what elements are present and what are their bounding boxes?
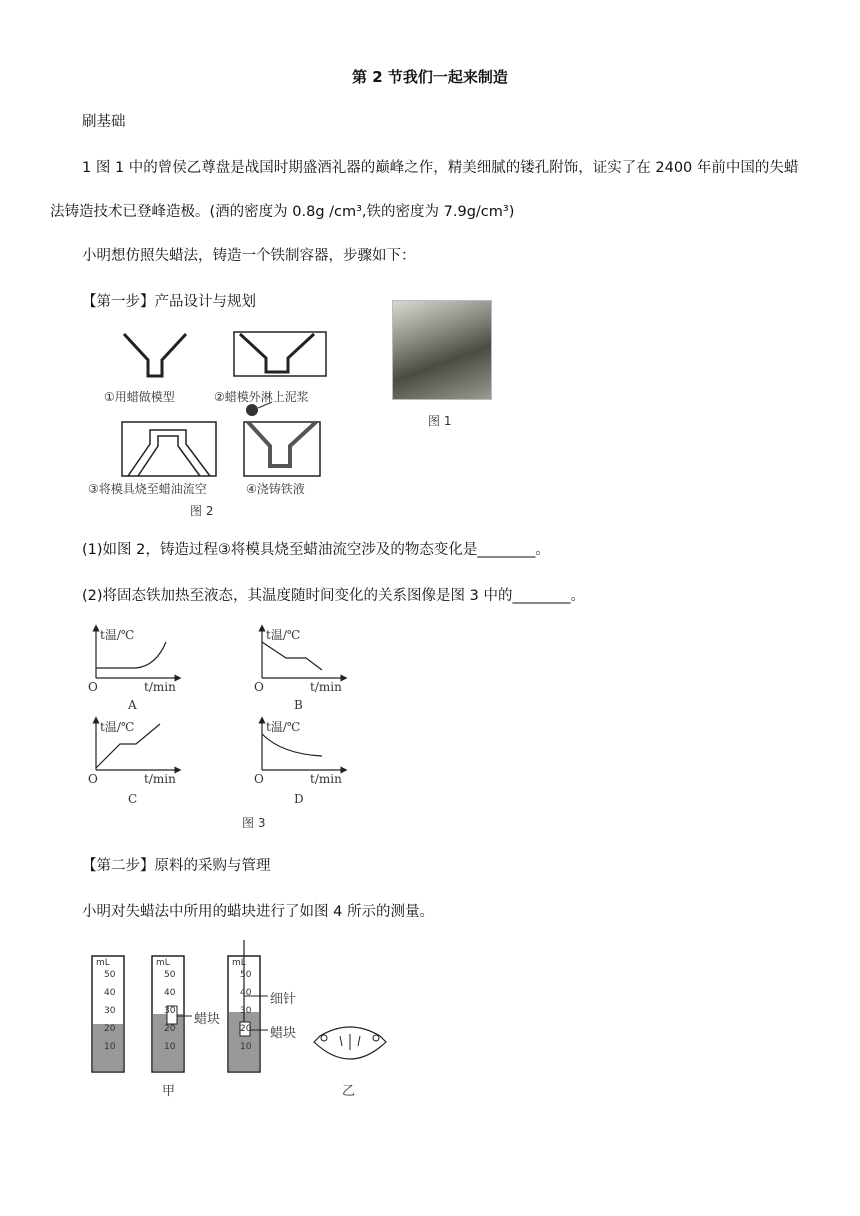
- fig3-xlabel-B: t/min: [310, 680, 342, 694]
- fig3-origin-D: O: [254, 772, 264, 786]
- section-label: 刷基础: [82, 114, 126, 130]
- fig3-panel-label-D: D: [294, 792, 304, 806]
- fig3-panel-label-B: B: [294, 698, 303, 712]
- fig4-scale: [314, 1027, 386, 1059]
- fig2-caption-2: ②蜡模外淋上泥浆: [214, 390, 309, 404]
- fig4-caption-left: 甲: [162, 1084, 176, 1099]
- step2-heading: 【第二步】原料的采购与管理: [82, 858, 271, 874]
- question-1: (1)如图 2，铸造过程③将模具烧至蜡油流空涉及的物态变化是________。: [82, 542, 550, 558]
- fig2-caption-1: ①用蜡做模型: [104, 390, 175, 404]
- step1-heading: 【第一步】产品设计与规划: [82, 294, 256, 310]
- fig4-tick-10-c: 10: [240, 1042, 252, 1052]
- fig3-panel-label-C: C: [128, 792, 138, 806]
- fig4-tick-50-b: 50: [164, 970, 176, 980]
- fig3-ylabel-B: t温/℃: [266, 628, 301, 642]
- fig4-block-label-3: 蜡块: [270, 1026, 297, 1041]
- fig4-tick-20-b: 20: [164, 1024, 176, 1034]
- fig3-origin-C: O: [88, 772, 98, 786]
- step2-text: 小明对失蜡法中所用的蜡块进行了如图 4 所示的测量。: [82, 904, 434, 920]
- question-2: (2)将固态铁加热至液态，其温度随时间变化的关系图像是图 3 中的________。: [82, 588, 585, 604]
- fig2-baked-mold: [122, 422, 216, 476]
- fig4-unit-2: mL: [156, 958, 170, 968]
- fig4-tick-50-a: 50: [104, 970, 116, 980]
- fig2-label: 图 2: [190, 504, 214, 518]
- q1-intro: 小明想仿照失蜡法，铸造一个铁制容器，步骤如下：: [82, 248, 416, 264]
- q1-line2: 法铸造技术已登峰造极。(酒的密度为 0.8g /cm³,铁的密度为 7.9g/cm³): [50, 204, 515, 220]
- fig4-tick-20-c: 20: [240, 1024, 252, 1034]
- fig3-origin-A: O: [88, 680, 98, 694]
- fig4-tick-40-b: 40: [164, 988, 176, 998]
- fig4-block-label-2: 蜡块: [194, 1012, 221, 1027]
- fig4-tick-10-a: 10: [104, 1042, 116, 1052]
- fig4-needle-label: 细针: [270, 992, 297, 1007]
- fig4-tick-40-a: 40: [104, 988, 116, 998]
- fig3-ylabel-A: t温/℃: [100, 628, 135, 642]
- fig3-xlabel-A: t/min: [144, 680, 176, 694]
- fig1-label: 图 1: [428, 414, 452, 428]
- fig4-tick-30-c: 30: [240, 1006, 252, 1016]
- fig2-mud-coated: [234, 332, 326, 376]
- fig3-ylabel-D: t温/℃: [266, 720, 301, 734]
- fig3-ylabel-C: t温/℃: [100, 720, 135, 734]
- fig2-pour-iron: [244, 402, 320, 476]
- fig2-caption-3: ③将模具烧至蜡油流空: [88, 482, 207, 496]
- fig4-tick-50-c: 50: [240, 970, 252, 980]
- fig3-xlabel-D: t/min: [310, 772, 342, 786]
- fig4-tick-30-a: 30: [104, 1006, 116, 1016]
- fig3-panel-label-A: A: [128, 698, 137, 712]
- fig4-tick-10-b: 10: [164, 1042, 176, 1052]
- fig4-tick-40-c: 40: [240, 988, 252, 998]
- fig4-tick-30-b: 30: [164, 1006, 176, 1016]
- fig4-caption-right: 乙: [342, 1084, 356, 1099]
- fig4-unit-3: mL: [232, 958, 246, 968]
- fig4-tick-20-a: 20: [104, 1024, 116, 1034]
- fig4-unit-1: mL: [96, 958, 110, 968]
- page-title: 第 2 节我们一起来制造: [352, 68, 508, 86]
- fig3-label: 图 3: [242, 816, 266, 830]
- fig3-origin-B: O: [254, 680, 264, 694]
- fig3-xlabel-C: t/min: [144, 772, 176, 786]
- q1-line1: 1 图 1 中的曾侯乙尊盘是战国时期盛酒礼器的巅峰之作，精美细腻的镂孔附饰，证实了在 2400 年前中国的失蜡: [82, 160, 799, 176]
- fig2-wax-model: [124, 334, 186, 376]
- fig1-photo: [392, 300, 492, 400]
- fig2-caption-4: ④浇铸铁液: [246, 482, 305, 496]
